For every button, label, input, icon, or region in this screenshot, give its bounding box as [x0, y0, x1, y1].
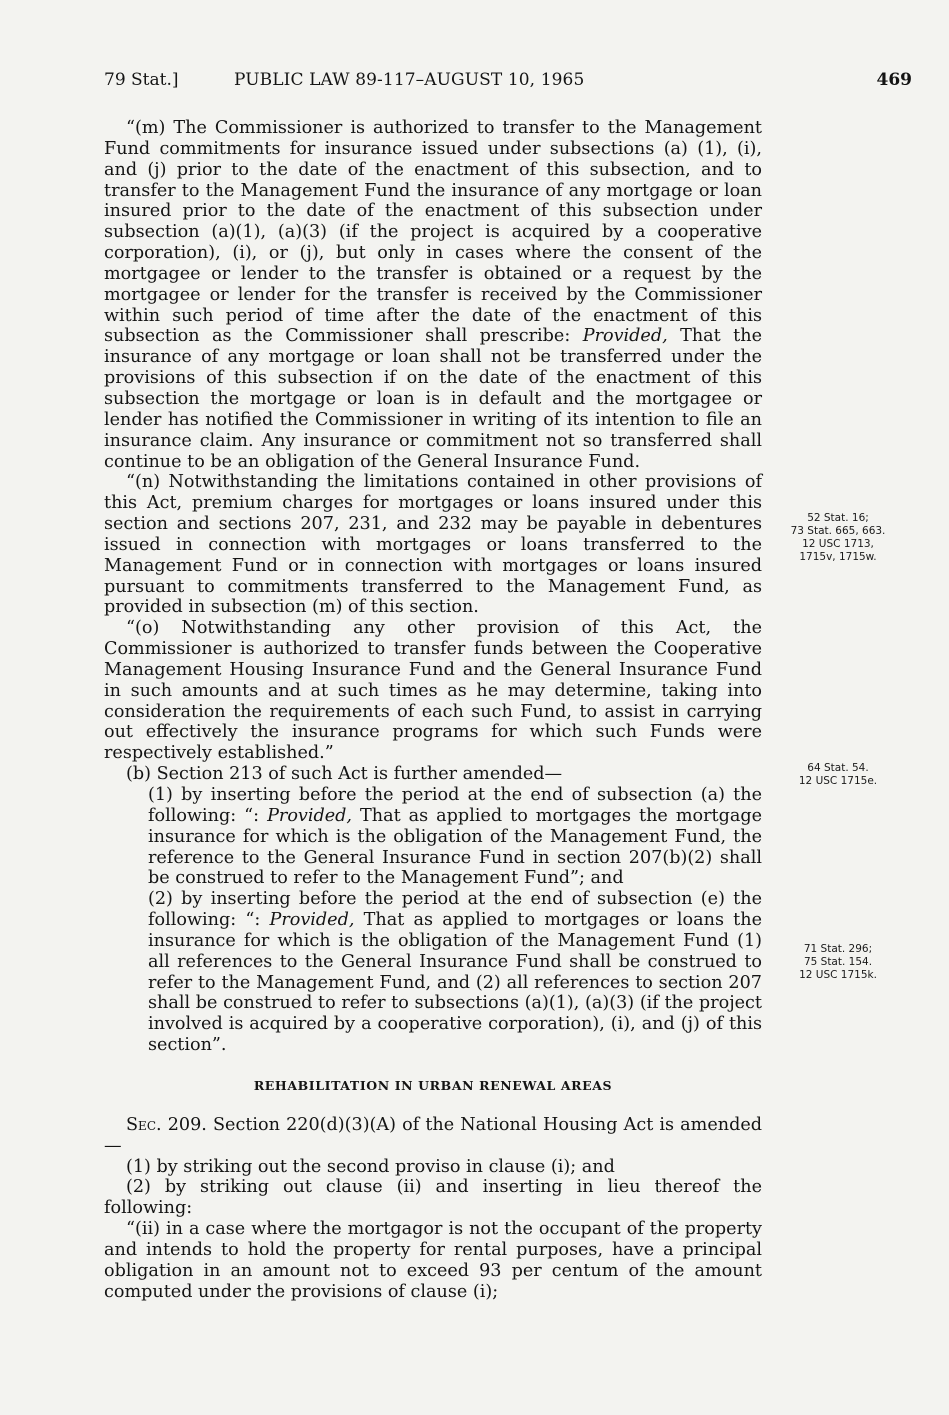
paragraph-m	[104, 118, 762, 472]
volume-reference: 79 Stat.]	[104, 70, 179, 90]
margin-citation-line: 1715v, 1715w.	[799, 551, 877, 563]
section-label: Sec. 209.	[126, 1114, 207, 1135]
margin-citation-1	[770, 512, 906, 564]
margin-citation-line: 52 Stat. 16;	[807, 512, 869, 524]
body-text	[104, 118, 762, 1302]
paragraph-s2: (2) by striking out clause (ii) and inserting in lieu thereof the following:	[104, 1177, 762, 1219]
section-heading: REHABILITATION IN URBAN RENEWAL AREAS	[253, 1077, 613, 1093]
paragraph-b-intro: (b) Section 213 of such Act is further amended—	[126, 764, 563, 785]
paragraph-b2	[148, 889, 762, 1056]
section-text: Section 220(d)(3)(A) of the National Housing Act is amended—	[104, 1114, 763, 1156]
paragraph-b1	[148, 785, 762, 889]
margin-citation-line: 12 USC 1715k.	[799, 969, 877, 981]
paragraph-b2-text-2: That as applied to mortgages or loans the insurance for which is the obligation of the Management Fund (1) all references to the General Insurance Fund shall be construed to refer to the Management Fund, and (2) all references to section 207 shall be construed to refer to subsections (a)(1), (a)(3) (if the project involved is acquired by a cooperative corporation), (i), and (j) of this section”.	[148, 910, 762, 1056]
margin-citation-line: 12 USC 1713,	[802, 538, 874, 550]
paragraph-b2-text-1: (2) by inserting before the period at the end of subsection (e) the following: “:	[148, 889, 762, 931]
paragraph-m-provided: Provided,	[582, 326, 668, 347]
paragraph-s1: (1) by striking out the second proviso in clause (i); and	[126, 1156, 615, 1177]
paragraph-b1-text-1: (1) by inserting before the period at the end of subsection (a) the following: “:	[148, 785, 762, 826]
paragraph-m-text-1: “(m) The Commissioner is authorized to transfer to the Management Fund commitments for insurance issued under subsections (a) (1), (i), and (j) prior to the date of the enactment of this subsection, and to transfer to the Management Fund the insurance of any mortgage or loan insured prior to the date of the enactment of this subsection under subsection (a)(1), (a)(3) (if the project is acquired by a cooperative corporation), (i), or (j), but only in cases where the consent of the mortgagee or lender to the transfer is obtained or a request by the mortgagee or lender for the transfer is received by the Commissioner within such period of time after the date of the enactment of this subsection as the Commissioner shall prescribe:	[104, 118, 762, 347]
running-title: PUBLIC LAW 89-117–AUGUST 10, 1965	[234, 70, 585, 90]
paragraph-b1-provided: Provided,	[267, 805, 353, 826]
paragraph-b2-provided: Provided,	[269, 910, 355, 931]
margin-citation-3	[770, 943, 906, 982]
margin-citation-line: 73 Stat. 665, 663.	[790, 525, 886, 537]
page-number: 469	[876, 70, 912, 90]
paragraph-sec-209	[104, 1115, 762, 1157]
paragraph-n: “(n) Notwithstanding the limitations contained in other provisions of this Act, premium charges for mortgages or loans insured under this section and sections 207, 231, and 232 may be payable in debentures issued in connection with mortgages or loans transferred to the Management Fund or in connection with mortgages or loans insured pursuant to commitments transferred to the Management Fund, as provided in subsection (m) of this section.	[104, 472, 762, 618]
margin-citation-line: 64 Stat. 54.	[807, 762, 869, 774]
paragraph-o: “(o) Notwithstanding any other provision of this Act, the Commissioner is authorized to transfer funds between the Cooperative Management Housing Insurance Fund and the General Insurance Fund in such amounts and at such times as he may determine, taking into consideration the requirements of each such Fund, to assist in carrying out effectively the insurance programs for which such Funds were respectively established.”	[104, 618, 762, 764]
paragraph-b1-text-2: That as applied to mortgages the mortgage insurance for which is the obligation of the Management Fund, the reference to the General Insurance Fund in section 207(b)(2) shall be construed to refer to the Management Fund”; and	[148, 805, 763, 889]
margin-citation-line: 75 Stat. 154.	[803, 956, 873, 968]
margin-citation-2	[770, 762, 906, 788]
margin-citation-line: 71 Stat. 296;	[803, 943, 873, 955]
margin-citation-line: 12 USC 1715e.	[798, 775, 878, 787]
paragraph-clause-ii: “(ii) in a case where the mortgagor is not the occupant of the property and intends to hold the property for rental purposes, have a principal obligation in an amount not to exceed 93 per centum of the amount computed under the provisions of clause (i);	[104, 1219, 762, 1302]
paragraph-m-text-2: That the insurance of any mortgage or loan shall not be transferred under the provisions of this subsection if on the date of the enactment of this subsection the mortgage or loan is in default and the mortgagee or lender has notified the Commissioner in writing of its intention to file an insurance claim. Any insurance or commitment not so transferred shall continue to be an obligation of the General Insurance Fund.	[104, 326, 762, 472]
page-header	[104, 70, 912, 94]
